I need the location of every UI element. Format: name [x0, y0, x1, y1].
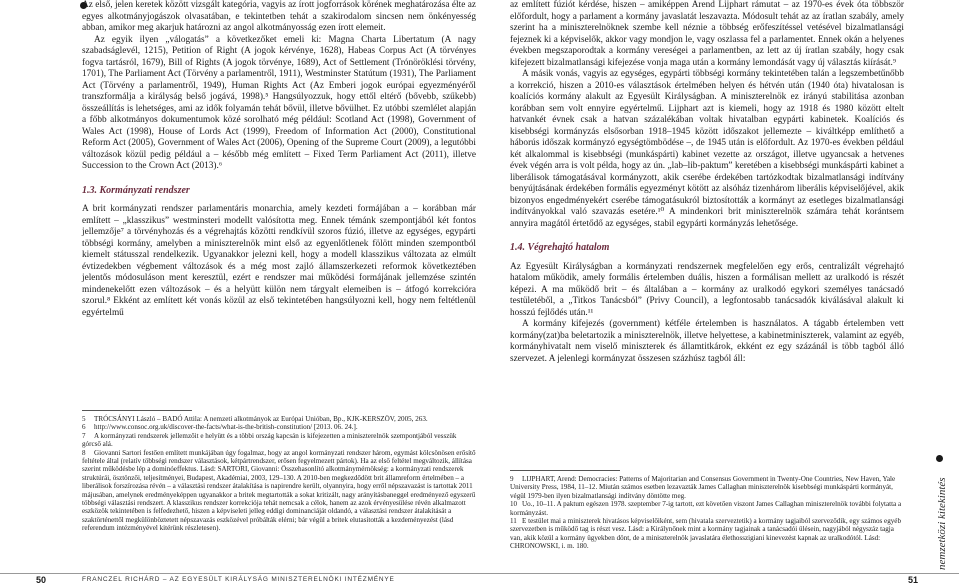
right-section-paragraph-1: Az Egyesült Királyságban a kormányzati rendszernek megfelelően egy erős, centralizált végrehajtó hatalom működik, amely formális értelemben duális, hiszen a formálisan mellett az uralkodó is részét képezi. A ma működő brit – és általában a – kormány az uralkodó egykori személyes tanácsadó testületéből, a „Titkos Tanácsból” (Privy Council), a legfontosabb tanácsadók kiválásával alakult ki hosszú fejlődés után.¹¹: [510, 261, 904, 318]
left-paragraph-2: Az egyik ilyen „válogatás” a következőket emeli ki: Magna Charta Libertatum (A nagy szabadságlevél, 1215), Petition of Right (A jogok kérvénye, 1628), Habeas Corpus Act (A törvényes fogva tartásról, 1679), Bill of Rights (A jogok törvénye, 1689), Act of Settlement (Trónöröklési törvény, 1701), The Parliament Act (Törvény a parlamentről, 1911), Westminster Statútum (1931), The Parliament Act (Törvény a parlamentről, 1949), Human Rights Act (Az Emberi jogok európai egyezményéről transzformálja a királyság belső jogává, 1998).⁵ Hangsúlyozzuk, hogy ettől eltérő (bővebb, szűkebb) összeállítás is lehetséges, ami az idők folyamán tehát bővül, illetve bővülhet. Ez utóbbi szemlélet alapján a főbb alkotmányos dokumentumok közé sorolható még például: Scotland Act (1998), Government of Wales Act (1998), House of Lords Act (1999), Freedom of Information Act (2000), Constitutional Reform Act (2005), Government of Wales Act (2006), Opening of the Supreme Court (2009), a legutóbbi változások közül pedig például a – később még említett – Fixed Term Parliament Act (2011), illetve Succession to the Crown Act (2013).⁶: [82, 34, 476, 171]
footer-rule: [0, 573, 959, 574]
page-gutter: [479, 0, 480, 573]
right-page-number: 51: [908, 575, 919, 585]
footnote-11: 11 E testület mai a miniszterek hivatásos képviselőiként, sem (hivatala szerveztetik) a kormány tagjaiból szerveződik, egy számos egyéb szervezetben is működő tag is részt vesz. Lásd: a Királynőnek mint a kormány tagjainak a tanácsadói ülésein, nagyjából négyszáz tagja van, akik közül a kormány ügyekben dönt, de a miniszterelnök javaslatára élethosszigiani kinevezést kapnak az uralkodótól. Lásd: CHRONOWSKI, i. m. 180.: [510, 517, 901, 551]
right-paragraph-2: A másik vonás, vagyis az egységes, egypárti többségi kormány tekintetében talán a legszembetűnőbb a korrekció, hiszen a 2010-es választások értelmében helyen és hétvén után (1940 óta) hivatalosan is koalíciós kormány alakult az Egyesült Királyságban. A miniszterelnök ez irányú stabilitása azonban korábban sem volt ennyire egyértelmű. Lijphart azt is kiemeli, hogy az 1918 és 1980 között eltelt hatvankét évnek csak a hatvan százalékában voltak hivatalban egypárti kabinetek. Koalíciós és kisebbségi kormányzás elsősorban 1918–1945 között időszakot jellemezte – kiváltképp említhető a háborús időszak kormányzó egységtömbödése –, de 1945 után is előfordult. Az 1970-es években például két alkalommal is kisebbségi (munkáspárti) kabinet vezette az országot, illetve ugyancsak a hetvenes évek végén arra is volt példa, hogy az ún. „lab–lib-paktum” keretében a kisebbségi munkáspárti kabinet a liberálisok támogatásával kormányzott, akik cserébe érdekében tartózkodtak bizalmatlansági indítvány benyújtásának érdekében formális egyezményt kötött az alsóház tizenhárom liberális képviselőjével, akik bizonyos engedményekért cserébe támogatásukról biztosították a kormányt az esetleges bizalmatlansági indítványokkal való szavazás esetére.¹⁰ A mindenkori brit miniszterelnök számára tehát korántsem annyira magától értetődő az egységes, stabil egypárti kormányzás lehetősége.: [510, 69, 904, 229]
footnote-7: 7 A kormányzati rendszerek jellemzőit e helyütt és a többi ország kapcsán is kifejezetten a miniszterelnök szempontjából vesszük górcső alá.: [82, 431, 457, 449]
left-page-number: 50: [36, 575, 47, 585]
section-heading-1-4: 1.4. Végrehajtó hatalom: [510, 242, 610, 253]
right-column: [510, 0, 904, 365]
left-footnotes: [82, 404, 476, 533]
footnote-9: 9 LIJPHART, Arend: Democracies: Patterns of Majoritarian and Consensus Government in Twenty-One Countries, New Haven, Yale University Press, 1984, 11–12. Miután számos esetben lezavazták James Callaghan miniszterelnök kisebbségi munkáspárti kormányát, végül 1979-ben ilyen bizalmatlansági indítvány döntötte meg.: [510, 475, 896, 500]
left-section-paragraph: A brit kormányzati rendszer parlamentáris monarchia, amely kezdeti formájában a – korábban már említett – „klasszikus” westminsteri modellt valósította meg. Ennek témánk szempontjából két fontos jellemzője⁷ a törvényhozás és a végrehajtás közötti rendkívül szoros fúzió, illetve az egységes, egypárti többségi kormány, amelyben a miniszterelnök mint első az egyenlőtlenek fölött minden szempontból kiemelt státusszal rendelkezik. Ugyanakkor jelezni kell, hogy a modell klasszikus változata az elmúlt évtizedekben végbement változások és a még most zajló államszerkezeti reformok következtében jelentős módosuláson ment keresztül, ezért e rendszer mai működési formájának jellemzése szintén mindenekelőtt ezen változások – és a helyütt külön nem tárgyalt elemeiben is – átfogó korrekcióra szorul.⁸ Ekként az említett két vonás közül az első tekintetében hangsúlyozni kell, hogy nem feltétlenül egyértelmű: [82, 204, 476, 318]
footnote-rule-right: [510, 470, 620, 471]
footnote-10: 10 Uo., 10–11. A paktum egészen 1978. szeptember 7-ig tartott, ezt követően viszont James Callaghan miniszterelnök további folytatta a kormányzást.: [510, 500, 902, 517]
right-section-paragraph-2: A kormány kifejezés (government) kétféle értelemben is használatos. A tágabb értelemben vett kormány(zat)ba beletartozik a miniszterelnök, illetve helyettese, a kabinetminiszterek, valamint az egyéb, kormányhivatalt nem viselő miniszterek és államtitkárok, ekként ez egy százánál is több tagból álló szervezet. A jelenlegi kormányzat összesen százhúsz tagból áll:: [510, 319, 904, 364]
footnote-8: 8 Giovanni Sartori festően említett munkájában úgy fogalmaz, hogy az angol kormányzati rendszer három, egymást kölcsönösen erősítő feltétele által (relatív többségi rendszer választások, kétpártrendszer, erősen fegyelmezett pártok). Ha az első feltétel megváltozik, állítása szerint működésbe lép a dominóeffektus. Lásd: SARTORI, Giovanni: Összehasonlító alkotmánymérnökség: a kormányzati rendszerek struktúrái, ösztönzői, teljesítményei, Budapest, Akadémiai, 2003, 129–130. A 2010-ben megkezdődött brit államreform értelmében – a liberálisok forszírozása révén – a választási rendszer átalakítása is napirendre került, olyannyira, hogy erről népszavazást is tartottak 2011 májusában, amelynek eredményeképpen ugyanakkor a britek megtartották a sokat kritizált, nagy arányításbaneggel eredményező egyszerű többségi választási rendszert. A klasszikus rendszer korrekciója tehát nemcsak a célok, hanem az azok érvényesülése révén alkalmazott eszközök tekintetében is felfedezhető, hiszen a képviseleti jelleg eddigi dominanciáját oldandó, a választási rendszer átalakítását a szaktörténettől megkülönböztetett népszavazás eszközével próbálták elérni; bár végül a britek elutasították a kezdeményezést (lásd referendum intézményével kitérünk részletesen).: [82, 448, 476, 533]
footnote-5: 5 TRÓCSÁNYI László – BADÓ Attila: A nemzeti alkotmányok az Európai Unióban, Bp., KJK-KERSZÖV, 2005, 263.: [82, 415, 428, 423]
left-column: [82, 0, 476, 319]
footnote-6: 6 http://www.consoc.org.uk/discover-the-facts/what-is-the-british-constitution/ [2013. 06. 24.].: [82, 423, 358, 432]
running-title: FRANCZEL RICHÁRD – AZ EGYESÜLT KIRÁLYSÁG MINISZTERELNÖKI INTÉZMÉNYE: [82, 576, 395, 583]
right-footnotes: [510, 464, 904, 551]
left-paragraph-1: Az első, jelen keretek között vizsgált kategória, vagyis az írott jogforrások körének meghatározása élte az egyes alkotmányjogászok olvasatában, e tekintetben tehát a szakirodalom sincsen nem önkényesség abban, amikor meg akarjuk határozni az angol alkotmányosság ezen írott elemeit.: [82, 0, 476, 33]
right-paragraph-1: az említett fúziót kérdése, hiszen – amiképpen Arend Lijphart rámutat – az 1970-es évek óta többször előfordult, hogy a parlament a kormány javaslatát leszavazta. Módosult tehát az az íratlan szabály, amely szerint ha a miniszterelnöknek szembe kell néznie a többség erőfeszítéssel vetésével bizalmatlansági fejeznek ki a képviselők, akkor vagy mondjon le, vagy oszlassa fel a parlamentet. Ennek okán a helyenes években megszaporodtak a kormány vereségei a parlamentben, az lett az új íratlan szabály, hogy csak kifejezett bizalmatlansági kifejezése vonja maga után a kormány lemondását vagy új választás kiírását.⁹: [510, 0, 904, 68]
footnote-rule-left: [82, 410, 192, 411]
side-section-label: nemzetközi kitekintés: [936, 477, 948, 570]
section-heading-1-3: 1.3. Kormányzati rendszer: [82, 184, 190, 196]
